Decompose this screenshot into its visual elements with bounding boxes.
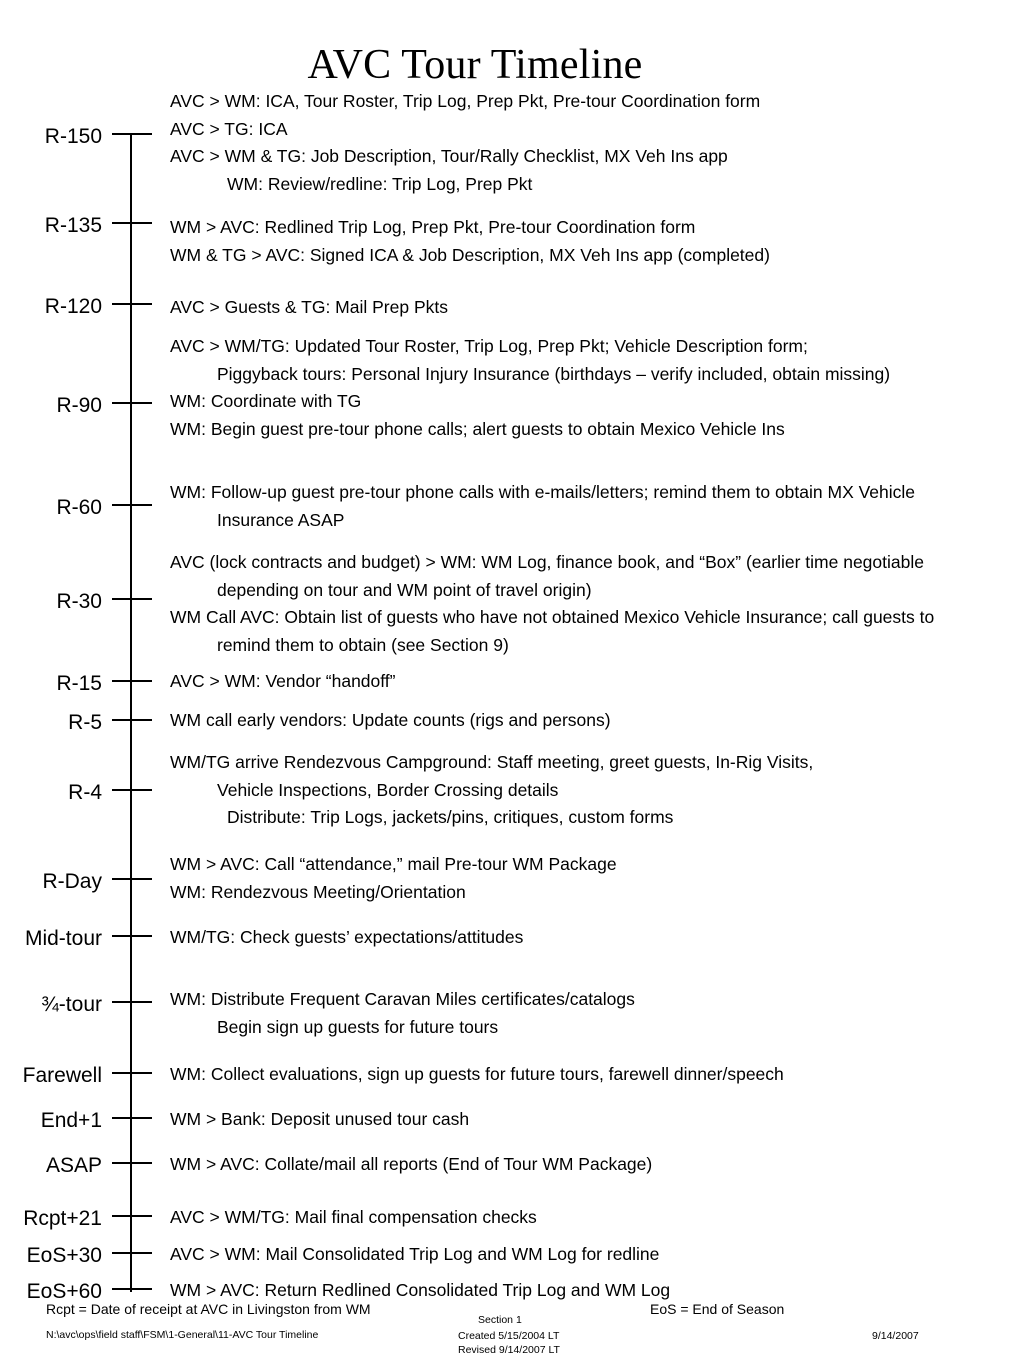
milestone-label: Mid-tour	[24, 927, 102, 950]
timeline-tick	[112, 1001, 152, 1003]
milestone-label: EoS+30	[26, 1244, 102, 1267]
entry-line: AVC > WM/TG: Mail final compensation checks	[170, 1207, 537, 1227]
entry-line: WM: Rendezvous Meeting/Orientation	[170, 881, 466, 902]
footnote-eos-definition: EoS = End of Season	[650, 1301, 785, 1317]
footer-section-label: Section 1	[478, 1314, 522, 1326]
milestone-entry-block	[170, 1106, 1010, 1134]
footer-revised-date: Revised 9/14/2007 LT	[458, 1344, 560, 1356]
entry-line: WM: Collect evaluations, sign up guests for future tours, farewell dinner/speech	[170, 1064, 784, 1084]
timeline-tick	[112, 133, 152, 135]
entry-line: WM & TG > AVC: Signed ICA & Job Description, MX Veh Ins app (completed)	[170, 244, 770, 265]
entry-line: AVC > WM/TG: Updated Tour Roster, Trip Log, Prep Pkt; Vehicle Description form;	[170, 336, 808, 356]
milestone-label: ¾-tour	[41, 993, 102, 1016]
milestone-label: ASAP	[45, 1154, 102, 1177]
entry-line: AVC > WM: Vendor “handoff”	[170, 671, 396, 691]
milestone-label: Rcpt+21	[23, 1207, 102, 1230]
footer-print-date: 9/14/2007	[872, 1330, 919, 1342]
milestone-label: R-30	[56, 590, 102, 613]
entry-line: WM > AVC: Redlined Trip Log, Prep Pkt, Pre-tour Coordination form	[170, 217, 696, 237]
milestone-entry-block	[170, 1061, 1010, 1089]
milestone-entry-block	[170, 333, 1010, 443]
milestone-entry-block	[170, 88, 1010, 198]
milestone-entry-block	[170, 214, 1010, 269]
timeline-tick	[112, 680, 152, 682]
timeline-tick	[112, 1162, 152, 1164]
page-title: AVC Tour Timeline	[307, 42, 643, 89]
entry-line: AVC > WM: ICA, Tour Roster, Trip Log, Prep Pkt, Pre-tour Coordination form	[170, 91, 761, 111]
footer-created-date: Created 5/15/2004 LT	[458, 1330, 560, 1342]
entry-line: AVC > WM: Mail Consolidated Trip Log and WM Log for redline	[170, 1244, 660, 1264]
entry-line: WM/TG: Check guests’ expectations/attitudes	[170, 927, 524, 947]
milestone-label: R-150	[44, 125, 102, 148]
timeline-tick	[112, 303, 152, 305]
timeline-tick	[112, 504, 152, 506]
milestone-entry-block	[170, 1241, 1010, 1269]
milestone-entry-block	[170, 924, 1010, 952]
entry-line: WM Call AVC: Obtain list of guests who have not obtained Mexico Vehicle Insurance; call guests to	[170, 607, 935, 627]
entry-line: WM: Begin guest pre-tour phone calls; alert guests to obtain Mexico Vehicle Ins	[170, 418, 785, 439]
milestone-label: R-5	[68, 711, 102, 734]
milestone-entry-block	[170, 749, 1010, 832]
entry-line: depending on tour and WM point of travel origin)	[217, 579, 592, 600]
milestone-label: Farewell	[22, 1064, 102, 1087]
milestone-entry-block	[170, 707, 1010, 735]
entry-line: Insurance ASAP	[217, 509, 345, 530]
milestone-label: EoS+60	[26, 1280, 102, 1303]
entry-line: Distribute: Trip Logs, jackets/pins, critiques, custom forms	[227, 807, 674, 827]
timeline-tick	[112, 1072, 152, 1074]
milestone-entry-block	[170, 1151, 1010, 1179]
milestone-label: R-15	[56, 672, 102, 695]
entry-line: WM/TG arrive Rendezvous Campground: Staff meeting, greet guests, In-Rig Visits,	[170, 752, 814, 772]
entry-line: remind them to obtain (see Section 9)	[217, 634, 509, 655]
milestone-label: R-Day	[42, 870, 102, 893]
timeline-tick	[112, 222, 152, 224]
entry-line: WM: Distribute Frequent Caravan Miles certificates/catalogs	[170, 989, 635, 1009]
entry-line: Begin sign up guests for future tours	[217, 1016, 499, 1037]
footer-file-path: N:\avc\ops\field staff\FSM\1-General\11-AVC Tour Timeline	[46, 1329, 319, 1341]
entry-line: WM: Follow-up guest pre-tour phone calls with e-mails/letters; remind them to obtain MX Vehicle	[170, 482, 916, 502]
entry-line: WM: Coordinate with TG	[170, 391, 362, 411]
milestone-label: R-60	[56, 496, 102, 519]
milestone-entry-block	[170, 479, 1010, 534]
milestone-entry-block	[170, 986, 1010, 1041]
entry-line: AVC > WM & TG: Job Description, Tour/Rally Checklist, MX Veh Ins app	[170, 146, 728, 166]
timeline-tick	[112, 598, 152, 600]
entry-line: WM > AVC: Collate/mail all reports (End of Tour WM Package)	[170, 1154, 653, 1174]
milestone-entry-block	[170, 294, 1010, 322]
entry-line: WM: Review/redline: Trip Log, Prep Pkt	[227, 173, 533, 194]
timeline-tick	[112, 878, 152, 880]
timeline-tick	[112, 1252, 152, 1254]
entry-line: WM > Bank: Deposit unused tour cash	[170, 1109, 470, 1129]
milestone-label: R-120	[44, 295, 102, 318]
timeline-tick	[112, 789, 152, 791]
entry-line: Vehicle Inspections, Border Crossing details	[217, 779, 559, 800]
entry-line: WM > AVC: Return Redlined Consolidated Trip Log and WM Log	[170, 1280, 671, 1300]
entry-line: AVC > Guests & TG: Mail Prep Pkts	[170, 297, 448, 317]
milestone-label: End+1	[40, 1109, 102, 1132]
milestone-label: R-4	[68, 781, 102, 804]
timeline-tick	[112, 935, 152, 937]
timeline-tick	[112, 1215, 152, 1217]
milestone-entry-block	[170, 851, 1010, 906]
entry-line: WM > AVC: Call “attendance,” mail Pre-tour WM Package	[170, 854, 617, 874]
milestone-label: R-90	[56, 394, 102, 417]
milestone-entry-block	[170, 549, 1010, 659]
milestone-entry-block	[170, 668, 1010, 696]
milestone-label: R-135	[44, 214, 102, 237]
footnote-rcpt-definition: Rcpt = Date of receipt at AVC in Livingston from WM	[46, 1301, 371, 1317]
milestone-entry-block	[170, 1204, 1010, 1232]
entry-line: AVC > TG: ICA	[170, 118, 288, 139]
timeline-tick	[112, 402, 152, 404]
timeline-tick	[112, 1288, 152, 1290]
entry-line: AVC (lock contracts and budget) > WM: WM Log, finance book, and “Box” (earlier time negotiable	[170, 552, 924, 572]
entry-line: WM call early vendors: Update counts (rigs and persons)	[170, 710, 611, 730]
timeline-tick	[112, 1117, 152, 1119]
entry-line: Piggyback tours: Personal Injury Insurance (birthdays – verify included, obtain missing)	[217, 363, 891, 384]
timeline-tick	[112, 719, 152, 721]
